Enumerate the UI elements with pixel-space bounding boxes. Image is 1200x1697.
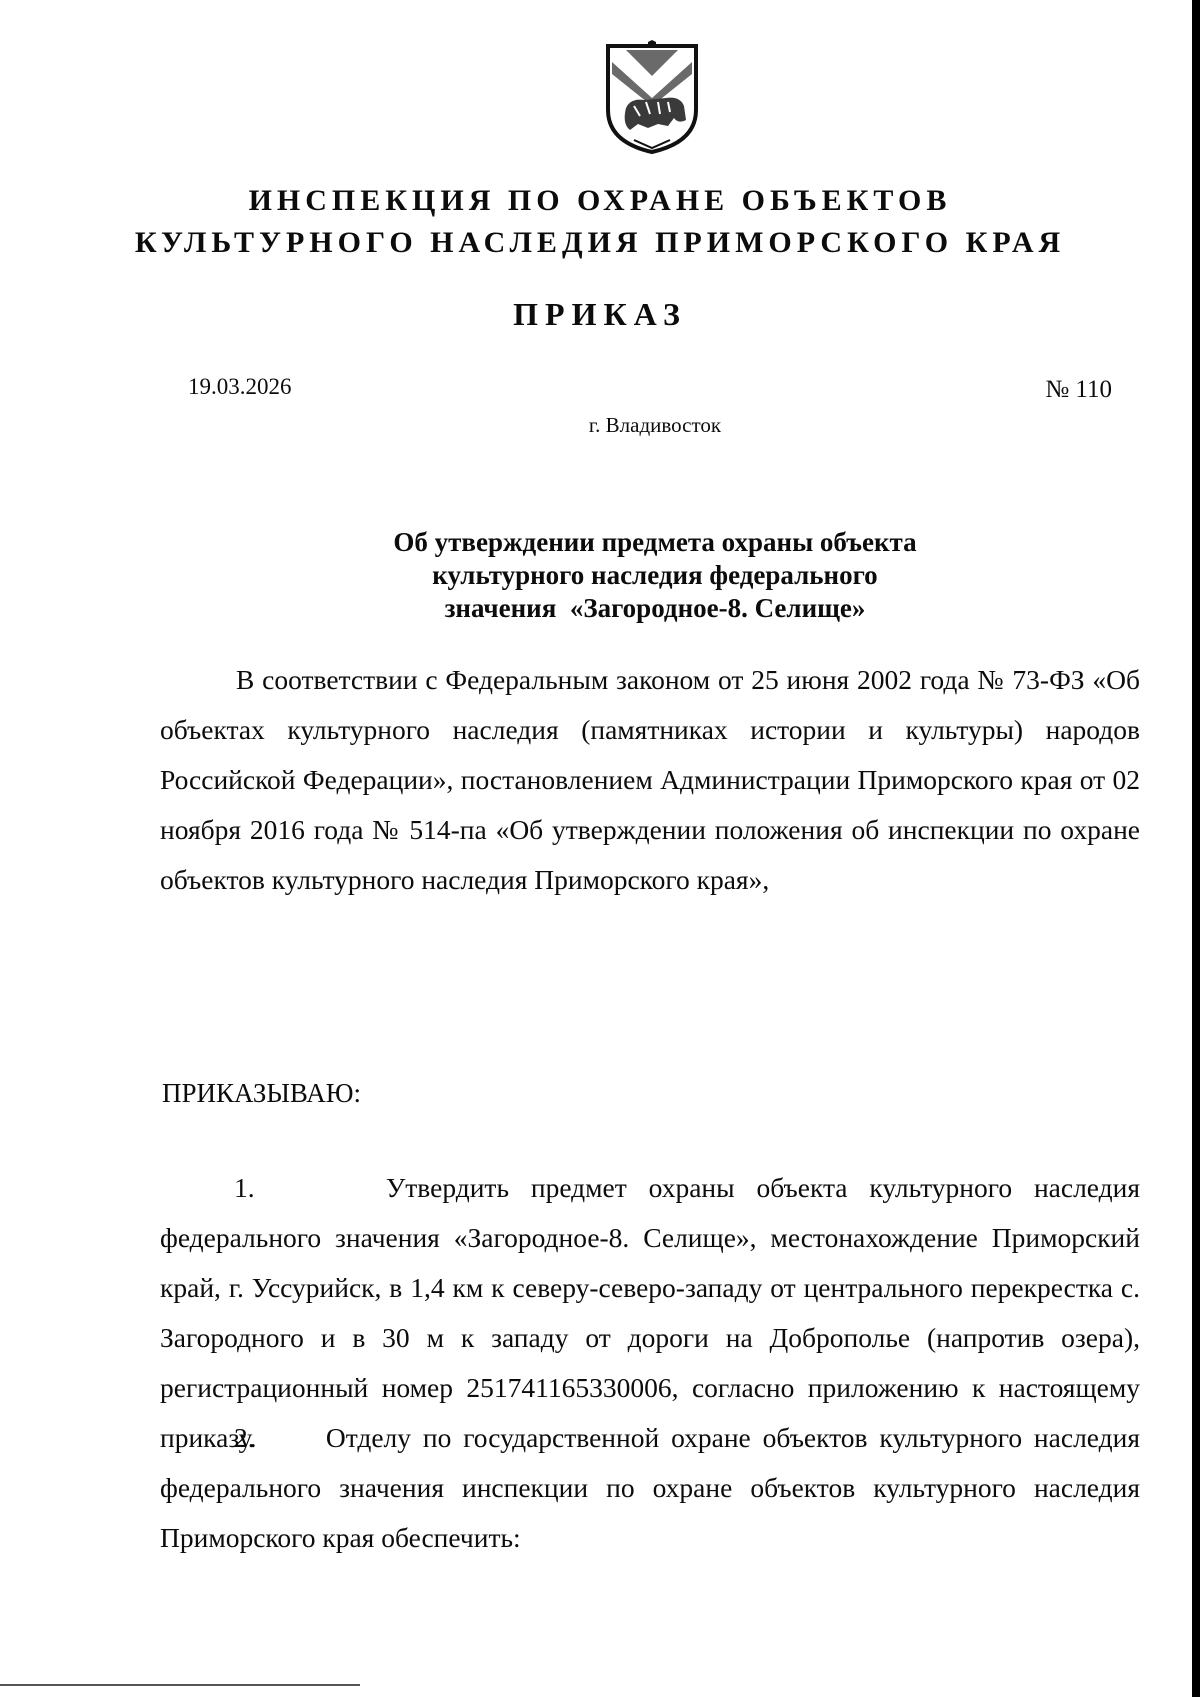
order-subject-line1: Об утверждении предмета охраны объекта [393,527,917,557]
order-subject-line2: культурного наследия федерального [432,560,878,590]
order-item-1: 1. Утвердить предмет охраны объекта культурного наследия федерального значения «Загородное-8. Селище», местонахождение Приморский край, г. Уссурийск, в 1,4 км к северу-северо-западу от центрального перекрестка с. Загородного и в 30 м к западу от дороги на Доброполье (напротив озера), регистрационный номер 251741165330006, согласно приложению к настоящему приказу. [160,1172,1140,1453]
coat-of-arms-icon [604,40,700,158]
order-subject-line3: значения «Загородное-8. Селище» [444,593,866,623]
order-number: № 110 [1045,376,1112,403]
preamble-paragraph: В соответствии с Федеральным законом от 25 июня 2002 года № 73-ФЗ «Об объектах культурного наследия (памятниках истории и культуры) народов Российской Федерации», постановлением Администрации Приморского края от 02 ноября 2016 года № 514-па «Об утверждении положения об инспекции по охране объектов культурного наследия Приморского края», [160,664,1140,895]
document-type-title: ПРИКАЗ [513,296,687,332]
order-item-2: 2. Отделу по государственной охране объектов культурного наследия федерального значения инспекции по охране объектов культурного наследия Приморского края обеспечить: [160,1422,1140,1553]
order-subject [0,526,1200,625]
order-city: г. Владивосток [588,413,722,437]
organization-title-line1: ИНСПЕКЦИЯ ПО ОХРАНЕ ОБЪЕКТОВ [248,184,952,217]
order-date: 19.03.2026 [188,374,292,399]
decree-heading: ПРИКАЗЫВАЮ: [162,1078,361,1108]
footer-rule [0,1684,360,1686]
organization-title-line2: КУЛЬТУРНОГО НАСЛЕДИЯ ПРИМОРСКОГО КРАЯ [134,226,1066,259]
